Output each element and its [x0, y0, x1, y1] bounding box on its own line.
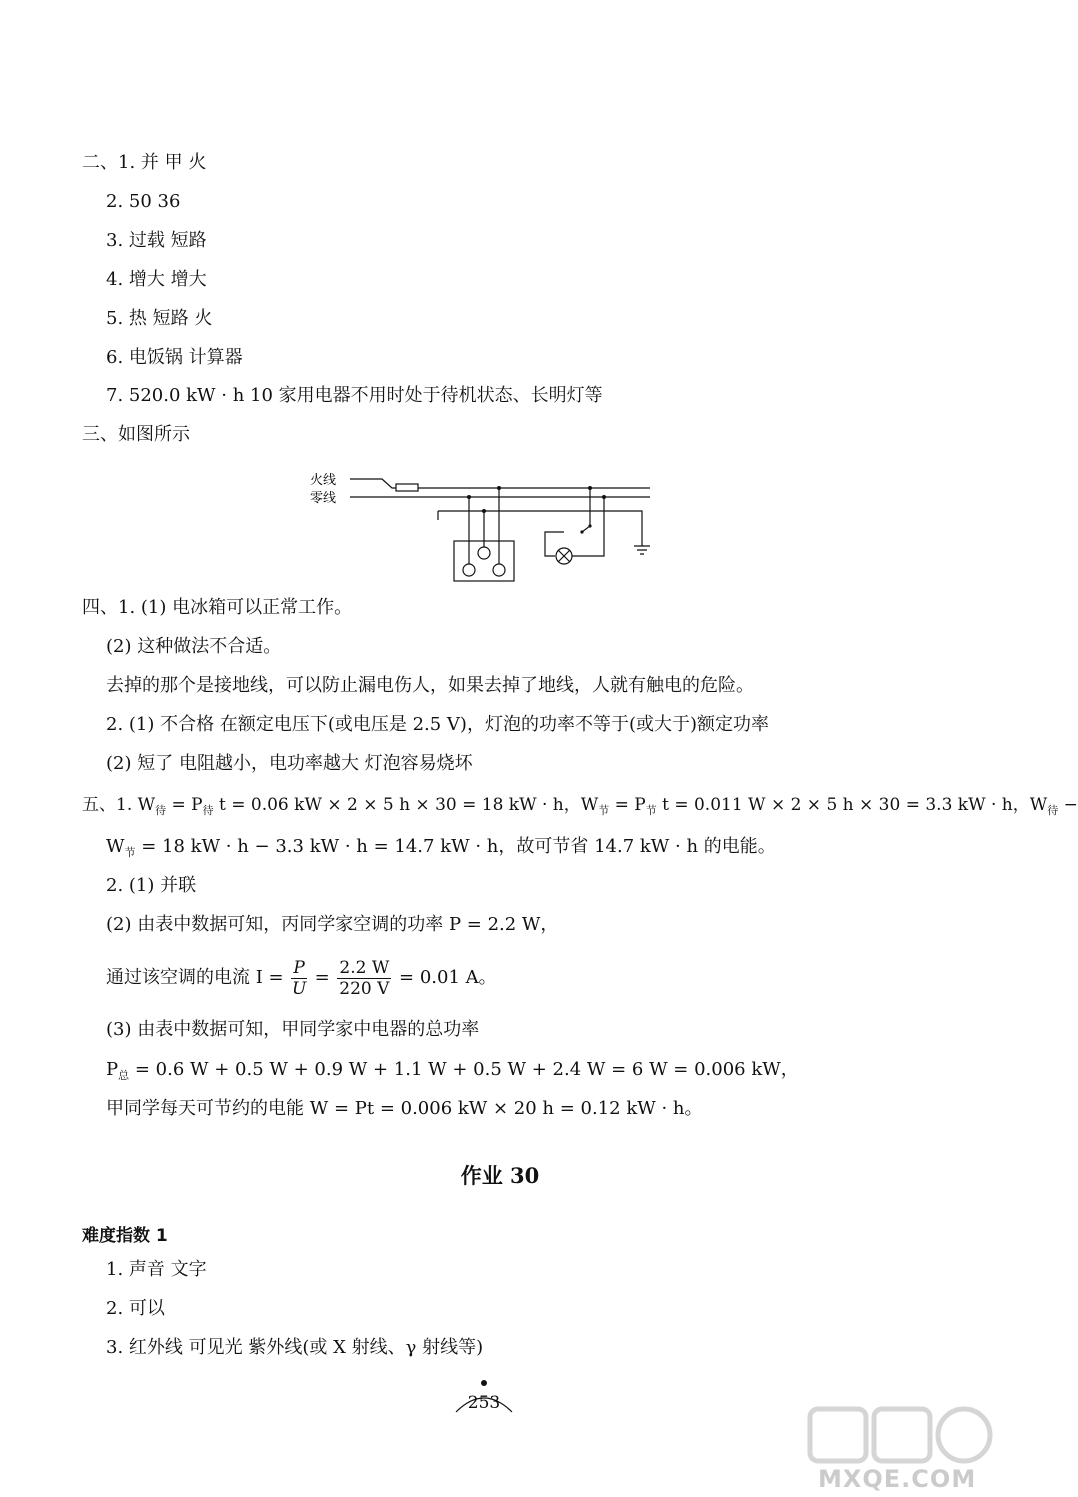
section-5-line-5: 通过该空调的电流 I = $\frac{P}{U}$ = $\frac{2.2 W}{220 V}$ = 0.01 A。	[106, 957, 497, 999]
section-2-item-4: 4. 增大 增大	[106, 269, 207, 290]
fraction-p-over-u: $\frac{P}{U}$	[291, 957, 307, 999]
section-5-line-6: (3) 由表中数据可知，甲同学家中电器的总功率	[106, 1019, 480, 1040]
difficulty-item-3: 3. 红外线 可见光 紫外线(或 X 射线、γ 射线等)	[106, 1337, 484, 1358]
section-4-line-2: (2) 这种做法不合适。	[106, 636, 282, 657]
difficulty-item-2: 2. 可以	[106, 1298, 165, 1319]
circuit-diagram	[300, 466, 670, 590]
section-4-line-4: 2. (1) 不合格 在额定电压下(或电压是 2.5 V)，灯泡的功率不等于(或大于)额定功率	[106, 714, 769, 735]
section-3-text: 三、如图所示	[82, 424, 190, 445]
section-4-line-1: 四、1. (1) 电冰箱可以正常工作。	[82, 597, 353, 618]
page-number-text: 253	[467, 1393, 501, 1413]
section-2-item-6: 6. 电饭锅 计算器	[106, 347, 243, 368]
section-2-item-2: 2. 50 36	[106, 191, 181, 212]
page-number	[452, 1378, 516, 1418]
homework-title: 作业 30	[460, 1163, 540, 1188]
difficulty-item-1: 1. 声音 文字	[106, 1259, 207, 1280]
section-5-line-3: 2. (1) 并联	[106, 875, 197, 896]
section-5-line-7: $P_总 = 0.6$ W + 0.5 W + 0.9 W + 1.1 W + 0.5 W + 2.4 W = 6 W = 0.006 kW，	[106, 1059, 799, 1082]
section-2-item-3: 3. 过载 短路	[106, 230, 207, 251]
section-4-line-3: 去掉的那个是接地线，可以防止漏电伤人，如果去掉了地线，人就有触电的危险。	[106, 675, 754, 696]
section-4-line-5: (2) 短了 电阻越小，电功率越大 灯泡容易烧坏	[106, 753, 473, 774]
live-wire	[350, 479, 396, 488]
neutral-wire-label: 零线	[310, 491, 337, 506]
section-2-item-7: 7. 520.0 kW · h 10 家用电器不用时处于待机状态、长明灯等	[106, 385, 603, 406]
section-5-line-2: $W_节 = 18$ kW · h − 3.3 kW · h = 14.7 kW · h，故可节省 14.7 kW · h 的电能。	[106, 836, 776, 859]
section-2-item-5: 5. 热 短路 火	[106, 308, 213, 329]
watermark-url: MXQE.COM	[818, 1465, 977, 1493]
ground-symbol	[634, 546, 650, 554]
section-2-item-1: 二、1. 并 甲 火	[82, 152, 207, 173]
section-5-line-8: 甲同学每天可节约的电能 W = Pt = 0.006 kW × 20 h = 0.12 kW · h。	[106, 1098, 703, 1119]
live-wire-label: 火线	[310, 473, 337, 488]
difficulty-heading: 难度指数 1	[82, 1226, 168, 1246]
fuse	[396, 484, 418, 491]
section-5-line-4: (2) 由表中数据可知，丙同学家空调的功率 P = 2.2 W，	[106, 914, 559, 935]
section-5-line-1: 五、1. $W_待 = P_待$ t = 0.06 kW × 2 × 5 h × 30 = 18 kW · h，$W_节 = P_节$ t = 0.011 W × 2 × 5 h × 30 = 3.3 kW · h，$W_待$ −	[82, 795, 1078, 817]
fraction-watts-over-volts: $\frac{2.2 W}{220 V}$	[339, 957, 390, 999]
